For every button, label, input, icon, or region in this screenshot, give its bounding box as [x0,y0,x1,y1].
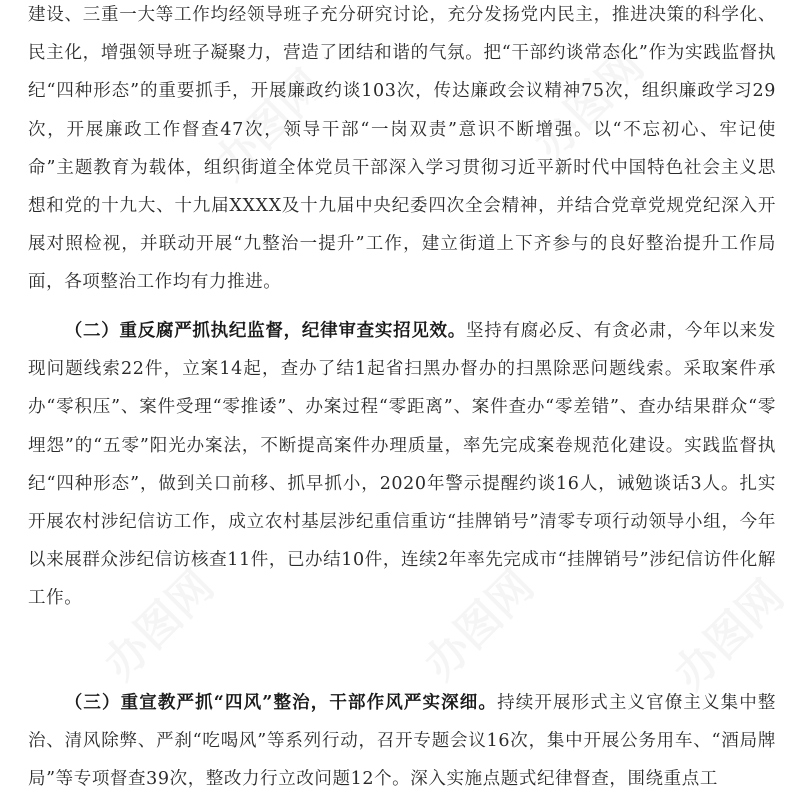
section-3-body: 持续开展形式主义官僚主义集中整治、清风除弊、严刹“吃喝风”等系列行动，召开专题会议16次，集中开展公务用车、“酒局牌局”等专项督查39次，整改力行立改问题12个。深入实施点题式纪律督查，围绕重点工 [28,693,777,790]
section-2-heading: （二）重反腐严抓执纪监督，纪律审查实招见效。 [64,321,467,341]
paragraph-2 [28,312,776,618]
watermark: 办图网 [204,60,334,190]
section-3-heading: （三）重宣教严抓“四风”整治，干部作风严实深细。 [64,693,498,713]
watermark: 办图网 [94,560,224,690]
paragraph-3 [28,684,776,799]
watermark: 办图网 [524,40,654,170]
watermark: 办图网 [414,560,544,690]
paragraph-1: 建设、三重一大等工作均经领导班子充分研究讨论，充分发扬党内民主，推进决策的科学化、民主化，增强领导班子凝聚力，营造了团结和谐的气氛。把“干部约谈常态化”作为实践监督执纪“四种形态”的重要抓手，开展廉政约谈103次，传达廉政会议精神75次，组织廉政学习29次，开展廉政工作督查47次，领导干部“一岗双责”意识不断增强。以“不忘初心、牢记使命”主题教育为载体，组织街道全体党员干部深入学习贯彻习近平新时代中国特色社会主义思想和党的十九大、十九届XXXX及十九届中央纪委四次全会精神，并结合党章党规党纪深入开展对照检视，并联动开展“九整治一提升”工作，建立街道上下齐参与的良好整治提升工作局面，各项整治工作均有力推进。 [28,5,776,293]
section-2-body: 坚持有腐必反、有贪必肃，今年以来发现问题线索22件，立案14起，查办了结1起省扫黑办督办的扫黑除恶问题线索。采取案件承办“零积压”、案件受理“零推诿”、办案过程“零距离”、案件查办“零差错”、查办结果群众“零埋怨”的“五零”阳光办案法，不断提高案件办理质量，率先完成案卷规范化建设。实践监督执纪“四种形态”，做到关口前移、抓早抓小，2020年警示提醒约谈16人，诫勉谈话3人。扎实开展农村涉纪信访工作，成立农村基层涉纪重信重访“挂牌销号”清零专项行动领导小组，今年以来展群众涉纪信访核查11件，已办结10件，连续2年率先完成市“挂牌销号”涉纪信访件化解工作。 [28,321,776,609]
watermark: 办图网 [664,570,794,700]
